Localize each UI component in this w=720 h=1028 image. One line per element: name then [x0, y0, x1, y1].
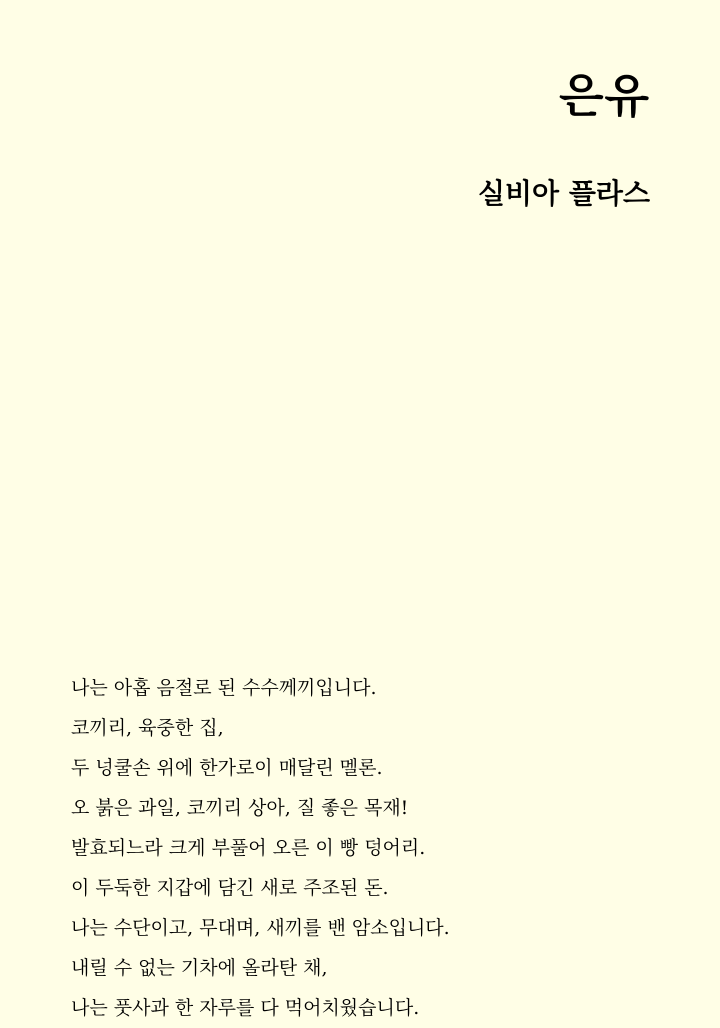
- poem-line: 나는 수단이고, 무대며, 새끼를 밴 암소입니다.: [71, 917, 450, 939]
- poem-line: 나는 풋사과 한 자루를 다 먹어치웠습니다.: [71, 997, 420, 1019]
- poem-line: 오 붉은 과일, 코끼리 상아, 질 좋은 목재!: [71, 797, 409, 819]
- poem-body: [71, 668, 450, 1028]
- poem-line: 코끼리, 육중한 집,: [71, 717, 224, 739]
- poem-author: 실비아 플라스: [477, 177, 650, 210]
- poem-title: 은유: [559, 69, 650, 123]
- poem-line: 두 넝쿨손 위에 한가로이 매달린 멜론.: [71, 757, 383, 779]
- poem-line: 내릴 수 없는 기차에 올라탄 채,: [71, 957, 328, 979]
- poem-line: 발효되느라 크게 부풀어 오른 이 빵 덩어리.: [71, 837, 426, 859]
- poem-line: 이 두둑한 지갑에 담긴 새로 주조된 돈.: [71, 877, 389, 899]
- poem-line: 나는 아홉 음절로 된 수수께끼입니다.: [71, 677, 377, 699]
